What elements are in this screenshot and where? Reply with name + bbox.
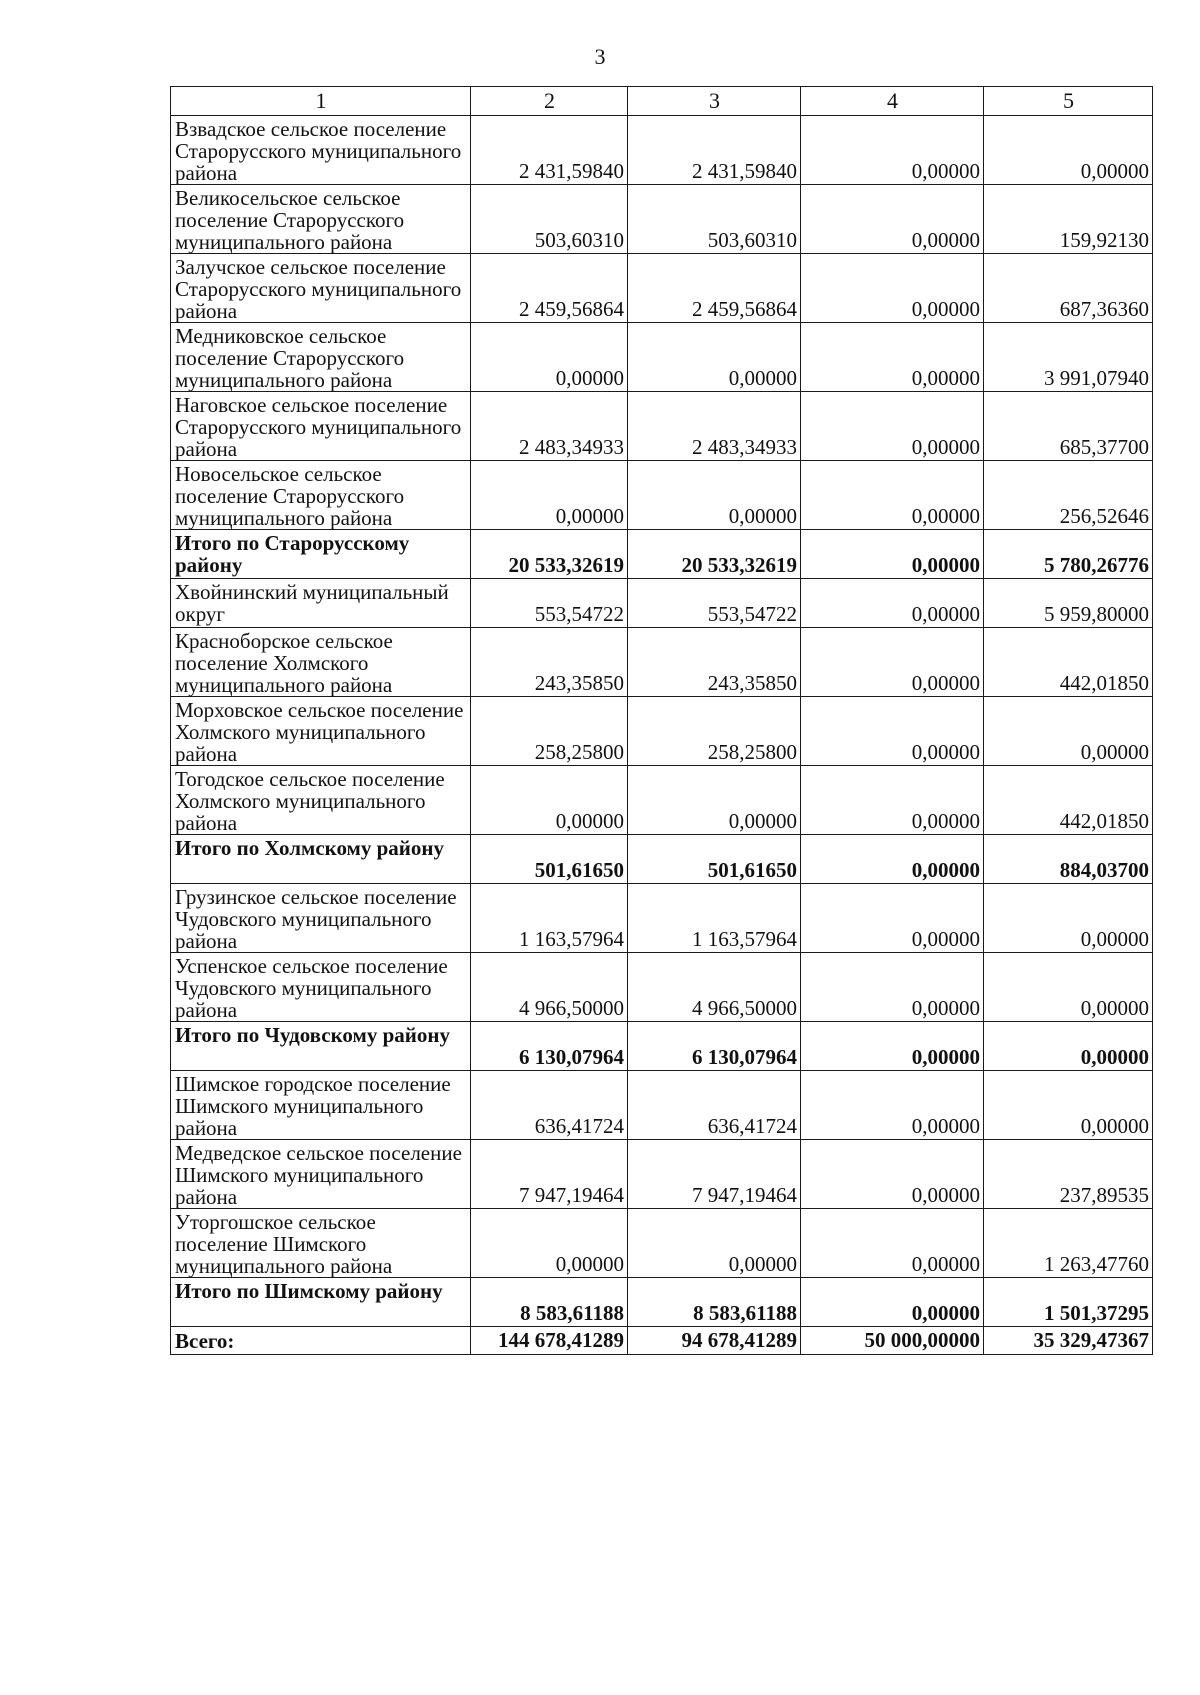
value-cell-col5: 0,00000 (984, 697, 1153, 766)
value-cell-col4: 0,00000 (801, 1022, 984, 1071)
value-cell-col3: 1 163,57964 (628, 884, 801, 953)
value-cell-col4: 0,00000 (801, 116, 984, 185)
row-name-cell: Итого по Старорусскому району (171, 530, 471, 579)
subtotal-row (171, 1022, 1153, 1071)
row-name-cell: Морховское сельское поселение Холмского муниципального района (171, 697, 471, 766)
value-cell-col3: 7 947,19464 (628, 1140, 801, 1209)
grand-total-row (171, 1327, 1153, 1355)
value-cell-col2: 144 678,41289 (471, 1327, 628, 1355)
value-cell-col4: 0,00000 (801, 766, 984, 835)
value-cell-col3: 0,00000 (628, 766, 801, 835)
value-cell-col3: 2 459,56864 (628, 254, 801, 323)
row-name-cell: Великосельское сельское поселение Старорусского муниципального района (171, 185, 471, 254)
table-row (171, 116, 1153, 185)
value-cell-col2: 636,41724 (471, 1071, 628, 1140)
value-cell-col5: 0,00000 (984, 953, 1153, 1022)
row-name-cell: Хвойнинский муниципальный округ (171, 579, 471, 628)
value-cell-col3: 2 431,59840 (628, 116, 801, 185)
value-cell-col3: 8 583,61188 (628, 1278, 801, 1327)
budget-table (170, 86, 1153, 1355)
value-cell-col4: 50 000,00000 (801, 1327, 984, 1355)
table-row (171, 323, 1153, 392)
value-cell-col5: 35 329,47367 (984, 1327, 1153, 1355)
value-cell-col4: 0,00000 (801, 392, 984, 461)
value-cell-col5: 1 263,47760 (984, 1209, 1153, 1278)
row-name-cell: Грузинское сельское поселение Чудовского муниципального района (171, 884, 471, 953)
row-name-cell: Новосельское сельское поселение Старорусского муниципального района (171, 461, 471, 530)
row-name-cell: Наговское сельское поселение Старорусского муниципального района (171, 392, 471, 461)
value-cell-col5: 1 501,37295 (984, 1278, 1153, 1327)
value-cell-col5: 0,00000 (984, 1022, 1153, 1071)
value-cell-col2: 0,00000 (471, 766, 628, 835)
value-cell-col2: 553,54722 (471, 579, 628, 628)
value-cell-col3: 2 483,34933 (628, 392, 801, 461)
value-cell-col4: 0,00000 (801, 1140, 984, 1209)
row-name-cell: Уторгошское сельское поселение Шимского муниципального района (171, 1209, 471, 1278)
row-name-cell: Итого по Холмскому району (171, 835, 471, 884)
table-row (171, 254, 1153, 323)
value-cell-col3: 0,00000 (628, 1209, 801, 1278)
row-name-cell: Красноборское сельское поселение Холмского муниципального района (171, 628, 471, 697)
subtotal-row (171, 1278, 1153, 1327)
column-header: 3 (628, 87, 801, 116)
value-cell-col3: 6 130,07964 (628, 1022, 801, 1071)
table-row (171, 697, 1153, 766)
value-cell-col4: 0,00000 (801, 697, 984, 766)
value-cell-col5: 3 991,07940 (984, 323, 1153, 392)
column-header: 1 (171, 87, 471, 116)
table-row (171, 579, 1153, 628)
column-header: 4 (801, 87, 984, 116)
value-cell-col3: 503,60310 (628, 185, 801, 254)
value-cell-col5: 0,00000 (984, 1071, 1153, 1140)
table-row (171, 185, 1153, 254)
value-cell-col3: 0,00000 (628, 323, 801, 392)
value-cell-col5: 0,00000 (984, 116, 1153, 185)
row-name-cell: Медниковское сельское поселение Старорусского муниципального района (171, 323, 471, 392)
value-cell-col4: 0,00000 (801, 628, 984, 697)
value-cell-col3: 258,25800 (628, 697, 801, 766)
row-name-cell: Тогодское сельское поселение Холмского муниципального района (171, 766, 471, 835)
value-cell-col5: 442,01850 (984, 766, 1153, 835)
row-name-cell: Всего: (171, 1327, 471, 1355)
value-cell-col4: 0,00000 (801, 1071, 984, 1140)
value-cell-col2: 4 966,50000 (471, 953, 628, 1022)
value-cell-col5: 5 959,80000 (984, 579, 1153, 628)
value-cell-col2: 243,35850 (471, 628, 628, 697)
value-cell-col2: 0,00000 (471, 461, 628, 530)
value-cell-col2: 258,25800 (471, 697, 628, 766)
row-name-cell: Медведское сельское поселение Шимского муниципального района (171, 1140, 471, 1209)
subtotal-row (171, 530, 1153, 579)
value-cell-col2: 8 583,61188 (471, 1278, 628, 1327)
value-cell-col3: 501,61650 (628, 835, 801, 884)
value-cell-col2: 1 163,57964 (471, 884, 628, 953)
table-row (171, 461, 1153, 530)
value-cell-col4: 0,00000 (801, 254, 984, 323)
page-number: 3 (594, 44, 606, 69)
value-cell-col4: 0,00000 (801, 1209, 984, 1278)
value-cell-col2: 0,00000 (471, 1209, 628, 1278)
value-cell-col3: 20 533,32619 (628, 530, 801, 579)
table-row (171, 628, 1153, 697)
table-row (171, 1140, 1153, 1209)
value-cell-col4: 0,00000 (801, 1278, 984, 1327)
value-cell-col4: 0,00000 (801, 884, 984, 953)
row-name-cell: Шимское городское поселение Шимского муниципального района (171, 1071, 471, 1140)
row-name-cell: Итого по Чудовскому району (171, 1022, 471, 1071)
value-cell-col5: 442,01850 (984, 628, 1153, 697)
value-cell-col4: 0,00000 (801, 835, 984, 884)
value-cell-col5: 159,92130 (984, 185, 1153, 254)
value-cell-col2: 7 947,19464 (471, 1140, 628, 1209)
value-cell-col3: 94 678,41289 (628, 1327, 801, 1355)
value-cell-col3: 4 966,50000 (628, 953, 801, 1022)
value-cell-col3: 553,54722 (628, 579, 801, 628)
row-name-cell: Успенское сельское поселение Чудовского муниципального района (171, 953, 471, 1022)
table-header-row (171, 87, 1153, 116)
value-cell-col4: 0,00000 (801, 185, 984, 254)
value-cell-col4: 0,00000 (801, 323, 984, 392)
value-cell-col3: 0,00000 (628, 461, 801, 530)
column-header: 5 (984, 87, 1153, 116)
value-cell-col2: 20 533,32619 (471, 530, 628, 579)
table-row (171, 884, 1153, 953)
value-cell-col5: 687,36360 (984, 254, 1153, 323)
value-cell-col4: 0,00000 (801, 461, 984, 530)
value-cell-col5: 5 780,26776 (984, 530, 1153, 579)
value-cell-col4: 0,00000 (801, 953, 984, 1022)
table-row (171, 953, 1153, 1022)
row-name-cell: Залучское сельское поселение Старорусского муниципального района (171, 254, 471, 323)
value-cell-col4: 0,00000 (801, 530, 984, 579)
value-cell-col5: 0,00000 (984, 884, 1153, 953)
table-row (171, 392, 1153, 461)
value-cell-col3: 243,35850 (628, 628, 801, 697)
value-cell-col2: 501,61650 (471, 835, 628, 884)
table-row (171, 1209, 1153, 1278)
value-cell-col2: 6 130,07964 (471, 1022, 628, 1071)
value-cell-col5: 237,89535 (984, 1140, 1153, 1209)
value-cell-col4: 0,00000 (801, 579, 984, 628)
value-cell-col2: 0,00000 (471, 323, 628, 392)
row-name-cell: Взвадское сельское поселение Старорусского муниципального района (171, 116, 471, 185)
value-cell-col5: 685,37700 (984, 392, 1153, 461)
value-cell-col2: 503,60310 (471, 185, 628, 254)
row-name-cell: Итого по Шимскому району (171, 1278, 471, 1327)
subtotal-row (171, 835, 1153, 884)
column-header: 2 (471, 87, 628, 116)
table-row (171, 1071, 1153, 1140)
value-cell-col5: 884,03700 (984, 835, 1153, 884)
value-cell-col2: 2 483,34933 (471, 392, 628, 461)
table-body (171, 116, 1153, 1355)
value-cell-col3: 636,41724 (628, 1071, 801, 1140)
table-row (171, 766, 1153, 835)
value-cell-col5: 256,52646 (984, 461, 1153, 530)
value-cell-col2: 2 459,56864 (471, 254, 628, 323)
value-cell-col2: 2 431,59840 (471, 116, 628, 185)
